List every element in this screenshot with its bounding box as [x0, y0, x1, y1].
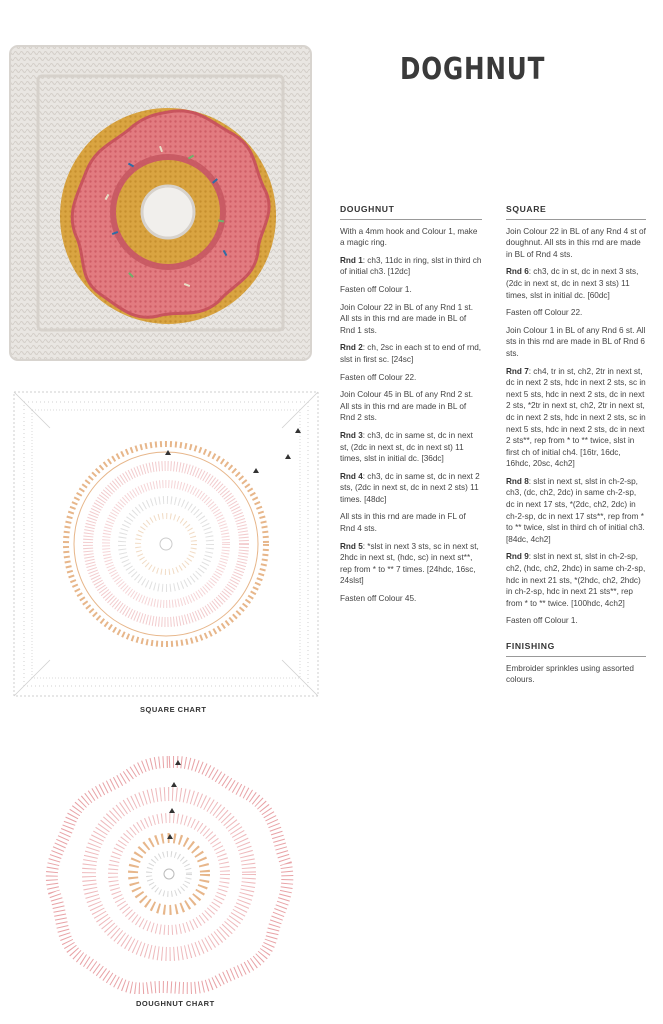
square-chart-label: SQUARE CHART: [140, 705, 207, 714]
fasten-colour22: Fasten off Colour 22.: [340, 372, 417, 382]
finishing-heading: FINISHING: [506, 641, 646, 657]
square-instructions: [506, 204, 646, 692]
square-fasten22: Fasten off Colour 22.: [506, 308, 583, 318]
square-join1: Join Colour 1 in BL of any Rnd 6 st. All sts in this rnd are made in BL of Rnd 6 sts.: [506, 325, 646, 358]
doughnut-heading: DOUGHNUT: [340, 204, 482, 220]
rnd3: Rnd 3: ch3, dc in same st, dc in next st, (2dc in next st, dc in next st) 11 times, slst in initial dc. [36dc]: [340, 430, 473, 464]
doughnut-instructions: [340, 204, 482, 611]
join-colour45: Join Colour 45 in BL of any Rnd 2 st. All sts in this rnd are made in BL of Rnd 2 sts.: [340, 390, 474, 423]
fasten-colour45: Fasten off Colour 45.: [340, 594, 417, 604]
doughnut-chart: [44, 756, 294, 994]
doughnut-square-photo: [8, 44, 313, 362]
rnd6: Rnd 6: ch3, dc in st, dc in next 3 sts, (2dc in next st, dc in next 3 sts) 11 times, slst in initial dc. [60dc]: [506, 267, 639, 300]
rnd7: Rnd 7: ch4, tr in st, ch2, 2tr in next st, dc in next 2 sts, hdc in next 2 sts, sc in next 5 sts, hdc in next 2 sts, dc in next 2 sts, *2tr in next st, ch2, 2tr in next st, dc in next 2 sts, hdc in next 2 sts, sc in next 5 sts, hdc in next 2 sts, dc in next 2 sts**, rep from * to ** twice, slst in first ch of initial ch4. [16tr, 16dc, 16hdc, 20sc, 4ch2]: [506, 366, 646, 469]
rnd9: Rnd 9: slst in next st, slst in ch-2-sp, ch2, (hdc, ch2, 2hdc) in same ch-2-sp, hdc in next 21 sts, *(2hdc, ch2, 2hdc) in ch-2-sp, hdc in next 21 sts**, rep from * to ** twice. [100hdc, 4ch2]: [506, 552, 646, 608]
join-colour22: Join Colour 22 in BL of any Rnd 1 st. All sts in this rnd are made in BL of Rnd 1 sts.: [340, 302, 474, 335]
square-join22: Join Colour 22 in BL of any Rnd 4 st of doughnut. All sts in this rnd are made in BL of Rnd 4 sts.: [506, 226, 646, 259]
doughnut-chart-label: DOUGHNUT CHART: [136, 999, 215, 1008]
square-fasten1: Fasten off Colour 1.: [506, 616, 578, 626]
page-title: DOGHNUT: [400, 52, 546, 87]
rnd1: Rnd 1: ch3, 11dc in ring, slst in third ch of initial ch3. [12dc]: [340, 255, 482, 277]
finishing-text: Embroider sprinkles using assorted colours.: [506, 663, 634, 685]
rnd2: Rnd 2: ch, 2sc in each st to end of rnd, slst in first sc. [24sc]: [340, 343, 482, 364]
doughnut-intro: With a 4mm hook and Colour 1, make a magic ring.: [340, 226, 478, 248]
fl-note: All sts in this rnd are made in FL of Rnd 4 sts.: [340, 512, 466, 534]
square-heading: SQUARE: [506, 204, 646, 220]
rnd4: Rnd 4: ch3, dc in same st, dc in next 2 sts, (2dc in next st, dc in next 2 sts) 11 times. [48dc]: [340, 471, 480, 504]
rnd5: Rnd 5: *slst in next 3 sts, sc in next st, 2hdc in next st, (hdc, sc) in next st**, rep from * to ** 7 times. [24hdc, 16sc, 24slst]: [340, 541, 479, 586]
square-chart: [10, 388, 322, 700]
rnd8: Rnd 8: slst in next st, slst in ch-2-sp, ch3, (dc, ch2, 2dc) in same ch-2-sp, dc in next 17 sts, *(2dc, ch2, 2dc) in ch-2-sp, dc in next 17 sts**, rep from * to ** twice, slst in third ch of initial ch3. [84dc, 4ch2]: [506, 476, 645, 544]
fasten-colour1: Fasten off Colour 1.: [340, 284, 412, 294]
